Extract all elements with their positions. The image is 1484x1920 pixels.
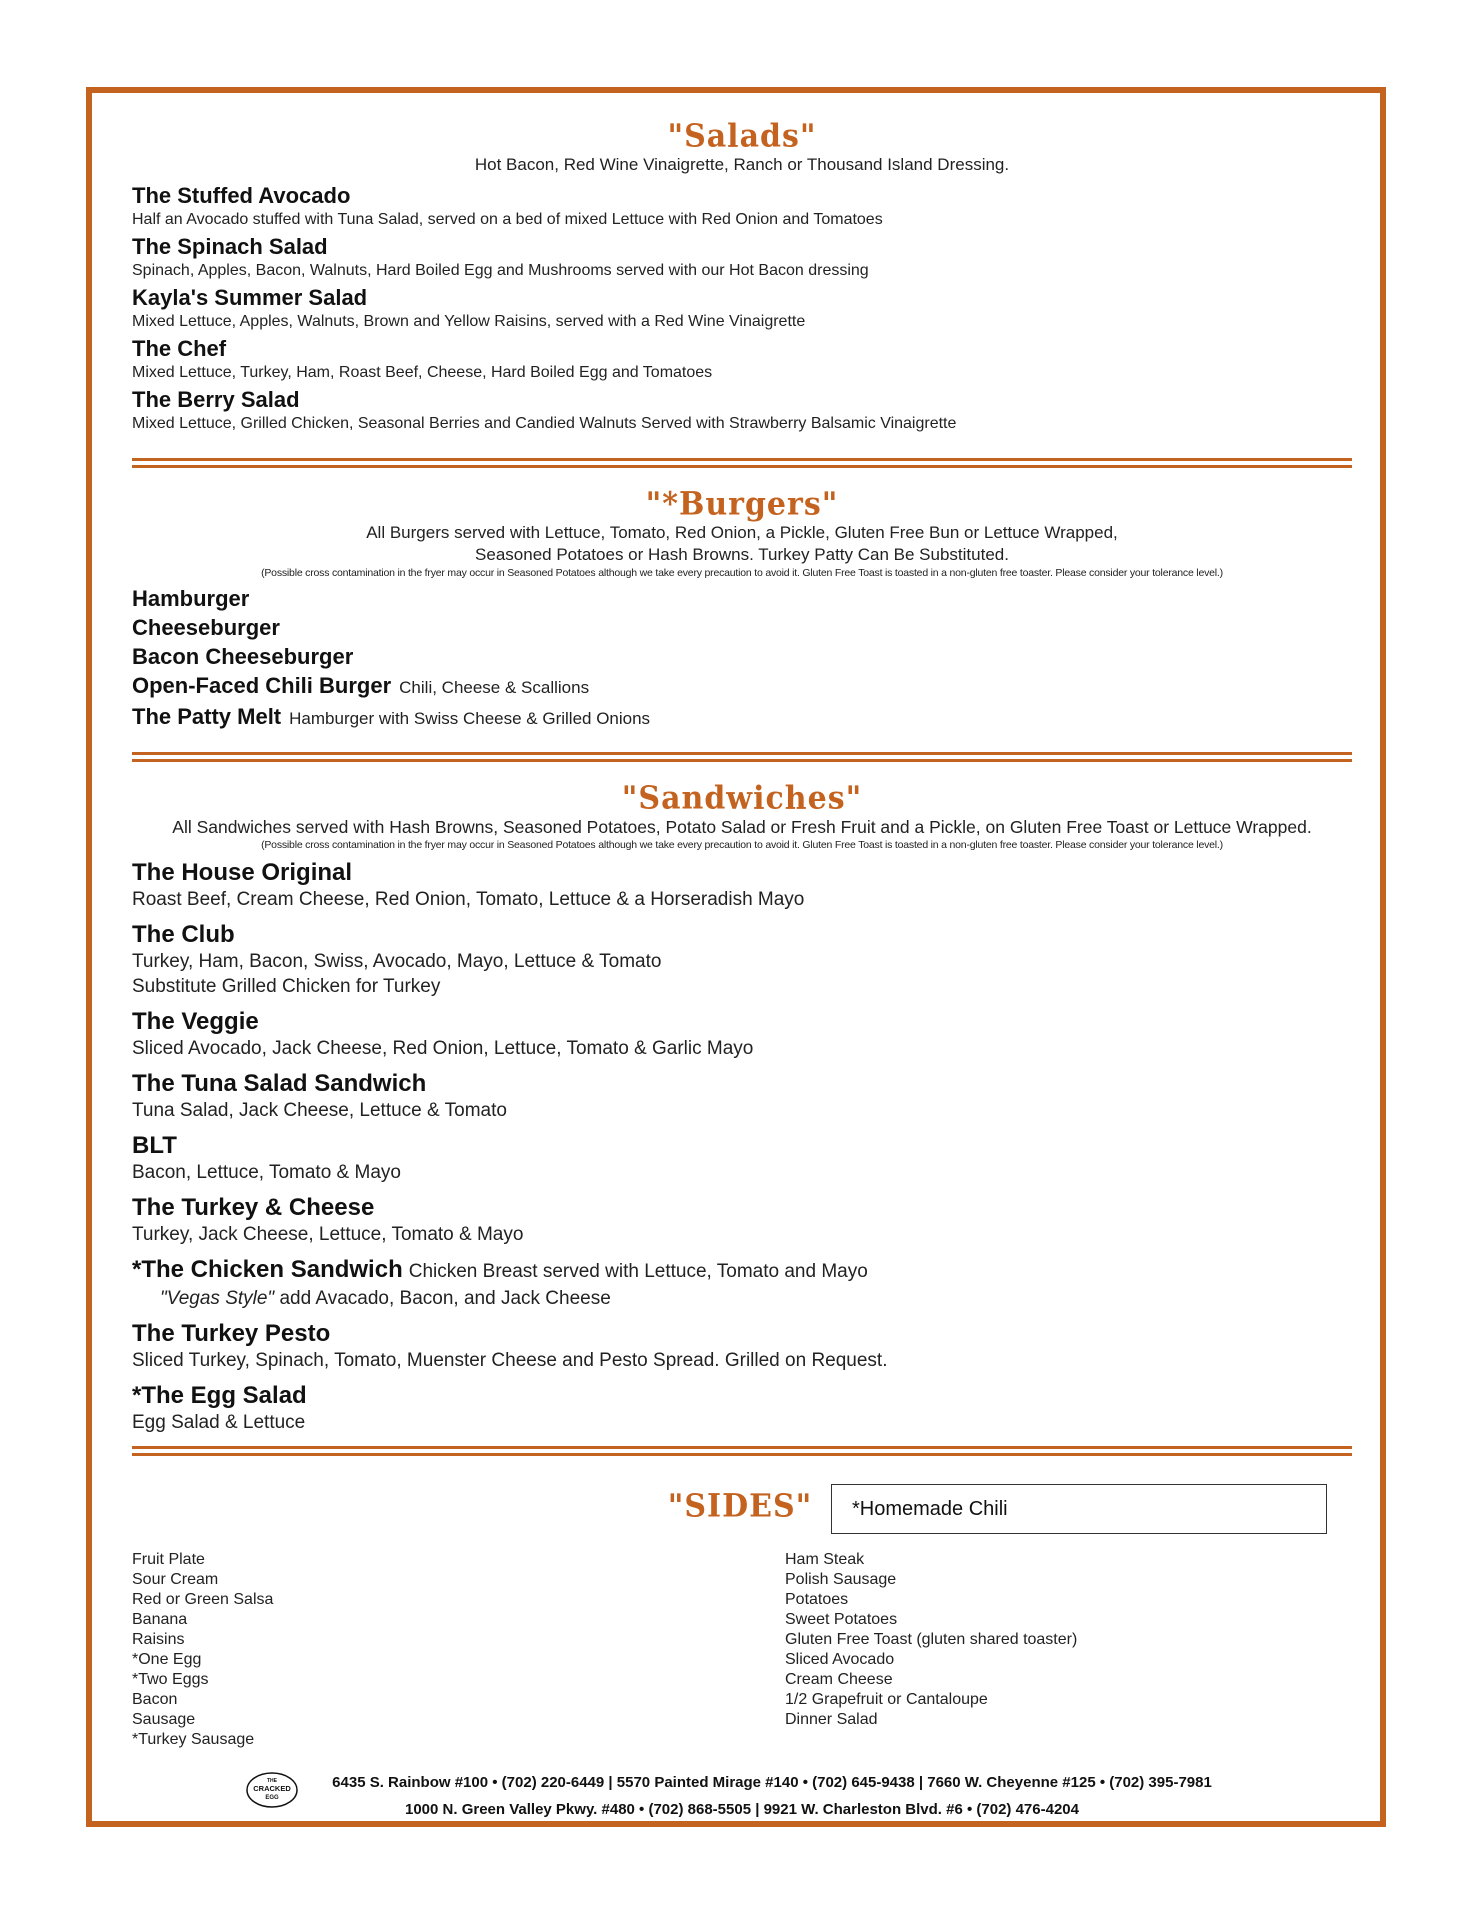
- item-desc-sub: Substitute Grilled Chicken for Turkey: [132, 976, 441, 997]
- item-name: Open-Faced Chili Burger: [132, 673, 392, 698]
- side-item: Fruit Plate: [132, 1551, 205, 1568]
- menu-item: [132, 920, 1352, 999]
- burgers-note: (Possible cross contamination in the fryer may occur in Seasoned Potatoes although we take every precaution to avoid it. Gluten Free Toast is toasted in a non-gluten free toaster. Please consider your tolerance level.): [261, 567, 1223, 579]
- item-name: BLT: [132, 1132, 177, 1159]
- item-name: Kayla's Summer Salad: [132, 285, 368, 310]
- item-name: The Club: [132, 921, 235, 948]
- item-name: Cheeseburger: [132, 615, 280, 640]
- side-item: Polish Sausage: [785, 1571, 897, 1588]
- item-desc: Sliced Avocado, Jack Cheese, Red Onion, Lettuce, Tomato & Garlic Mayo: [132, 1038, 754, 1059]
- item-desc: Bacon, Lettuce, Tomato & Mayo: [132, 1162, 401, 1183]
- logo-text-top: THE: [267, 1778, 277, 1784]
- section-divider: [132, 752, 1352, 762]
- menu-item: [132, 702, 1352, 733]
- menu-item: [132, 1193, 1352, 1247]
- menu-item: [132, 1381, 1352, 1435]
- side-item: Sausage: [132, 1711, 196, 1728]
- side-item: Red or Green Salsa: [132, 1591, 274, 1608]
- sides-title: "SIDES": [667, 1488, 813, 1525]
- burgers-title: "*Burgers": [645, 486, 839, 523]
- item-name: The House Original: [132, 859, 353, 886]
- salads-section: [132, 120, 1352, 434]
- item-name: The Berry Salad: [132, 387, 300, 412]
- menu-item: [132, 284, 1352, 332]
- side-item: *Two Eggs: [132, 1671, 209, 1688]
- side-item: 1/2 Grapefruit or Cantaloupe: [785, 1691, 988, 1708]
- menu-item: [132, 584, 1352, 613]
- sides-left-list: [132, 1550, 273, 1750]
- item-name: *The Chicken Sandwich: [132, 1256, 403, 1283]
- side-item: Sour Cream: [132, 1571, 219, 1588]
- menu-item: [132, 233, 1352, 281]
- menu-item: [132, 1319, 1352, 1373]
- menu-item: [132, 671, 1352, 702]
- side-item: Cream Cheese: [785, 1671, 893, 1688]
- burgers-subtitle-2: Seasoned Potatoes or Hash Browns. Turkey Patty Can Be Substituted.: [475, 545, 1009, 564]
- item-desc: Spinach, Apples, Bacon, Walnuts, Hard Boiled Egg and Mushrooms served with our Hot Bacon dressing: [132, 262, 869, 279]
- menu-item: [132, 1007, 1352, 1061]
- sandwiches-section: [132, 782, 1352, 1435]
- item-name: The Tuna Salad Sandwich: [132, 1070, 427, 1097]
- homemade-chili-box: *Homemade Chili: [831, 1484, 1327, 1534]
- side-item: Potatoes: [785, 1591, 849, 1608]
- item-name: The Turkey & Cheese: [132, 1194, 375, 1221]
- item-name: The Spinach Salad: [132, 234, 328, 259]
- vegas-style-label: "Vegas Style": [160, 1288, 275, 1309]
- section-divider: [132, 1446, 1352, 1456]
- item-desc: Mixed Lettuce, Apples, Walnuts, Brown and Yellow Raisins, served with a Red Wine Vinaigrette: [132, 313, 806, 330]
- menu-item: [132, 858, 1352, 912]
- item-desc: Mixed Lettuce, Grilled Chicken, Seasonal Berries and Candied Walnuts Served with Strawberry Balsamic Vinaigrette: [132, 415, 957, 432]
- side-item: Banana: [132, 1611, 188, 1628]
- item-desc: Mixed Lettuce, Turkey, Ham, Roast Beef, Cheese, Hard Boiled Egg and Tomatoes: [132, 364, 713, 381]
- burgers-subtitle-1: All Burgers served with Lettuce, Tomato, Red Onion, a Pickle, Gluten Free Bun or Lettuce Wrapped,: [366, 523, 1118, 542]
- item-desc: Half an Avocado stuffed with Tuna Salad, served on a bed of mixed Lettuce with Red Onion and Tomatoes: [132, 211, 883, 228]
- side-item: Ham Steak: [785, 1551, 865, 1568]
- item-name: Hamburger: [132, 586, 250, 611]
- item-name: The Turkey Pesto: [132, 1320, 331, 1347]
- menu-item: [132, 335, 1352, 383]
- side-item: Sweet Potatoes: [785, 1611, 898, 1628]
- vegas-style-desc: add Avacado, Bacon, and Jack Cheese: [279, 1288, 611, 1309]
- sandwiches-title: "Sandwiches": [621, 780, 863, 817]
- salads-dressings: Hot Bacon, Red Wine Vinaigrette, Ranch or Thousand Island Dressing.: [474, 155, 1010, 174]
- item-desc: Turkey, Ham, Bacon, Swiss, Avocado, Mayo, Lettuce & Tomato: [132, 951, 662, 972]
- item-name: The Chef: [132, 336, 227, 361]
- menu-item: [132, 1255, 1352, 1311]
- item-desc: Chicken Breast served with Lettuce, Tomato and Mayo: [408, 1261, 868, 1282]
- footer-locations-line-2: 1000 N. Green Valley Pkwy. #480 • (702) 868-5505 | 9921 W. Charleston Blvd. #6 • (702) 476-4204: [405, 1801, 1079, 1818]
- item-desc: Roast Beef, Cream Cheese, Red Onion, Tomato, Lettuce & a Horseradish Mayo: [132, 889, 805, 910]
- menu-item: [132, 386, 1352, 434]
- side-item: Dinner Salad: [785, 1711, 878, 1728]
- side-item: Gluten Free Toast (gluten shared toaster): [785, 1631, 1078, 1648]
- sandwiches-note: (Possible cross contamination in the fryer may occur in Seasoned Potatoes although we take every precaution to avoid it. Gluten Free Toast is toasted in a non-gluten free toaster. Please consider your tolerance level.): [261, 839, 1223, 851]
- sandwiches-subtitle: All Sandwiches served with Hash Browns, Seasoned Potatoes, Potato Salad or Fresh Fruit and a Pickle, on Gluten Free Toast or Lettuce Wrapped.: [172, 817, 1312, 837]
- item-desc: Chili, Cheese & Scallions: [399, 678, 590, 697]
- item-name: The Stuffed Avocado: [132, 183, 351, 208]
- item-desc: Turkey, Jack Cheese, Lettuce, Tomato & Mayo: [132, 1224, 524, 1245]
- item-desc: Hamburger with Swiss Cheese & Grilled Onions: [289, 709, 651, 728]
- item-desc: Sliced Turkey, Spinach, Tomato, Muenster Cheese and Pesto Spread. Grilled on Request.: [132, 1350, 888, 1371]
- menu-item: [132, 1131, 1352, 1185]
- menu-item: [132, 182, 1352, 230]
- side-item: *Turkey Sausage: [132, 1731, 255, 1748]
- item-desc: Egg Salad & Lettuce: [132, 1412, 306, 1433]
- item-name: Bacon Cheeseburger: [132, 644, 354, 669]
- footer-locations-line-1: 6435 S. Rainbow #100 • (702) 220-6449 | 5570 Painted Mirage #140 • (702) 645-9438 | 7660 W. Cheyenne #125 • (702) 395-7981: [332, 1774, 1212, 1791]
- item-name: The Patty Melt: [132, 704, 282, 729]
- sides-right-list: [785, 1550, 1077, 1730]
- logo-text-bot: EGG: [265, 1795, 279, 1801]
- item-desc-sub: [132, 1286, 1352, 1311]
- menu-item: [132, 642, 1352, 671]
- burgers-section: [132, 488, 1352, 733]
- logo-text-mid: CRACKED: [253, 1784, 291, 1793]
- menu-item: [132, 1069, 1352, 1123]
- item-name: The Veggie: [132, 1008, 259, 1035]
- item-name: *The Egg Salad: [132, 1382, 307, 1409]
- section-divider: [132, 458, 1352, 468]
- side-item: Sliced Avocado: [785, 1651, 895, 1668]
- side-item: Raisins: [132, 1631, 185, 1648]
- salads-title: "Salads": [667, 118, 817, 155]
- menu-item: [132, 613, 1352, 642]
- side-item: *One Egg: [132, 1651, 202, 1668]
- side-item: Bacon: [132, 1691, 178, 1708]
- item-desc: Tuna Salad, Jack Cheese, Lettuce & Tomato: [132, 1100, 507, 1121]
